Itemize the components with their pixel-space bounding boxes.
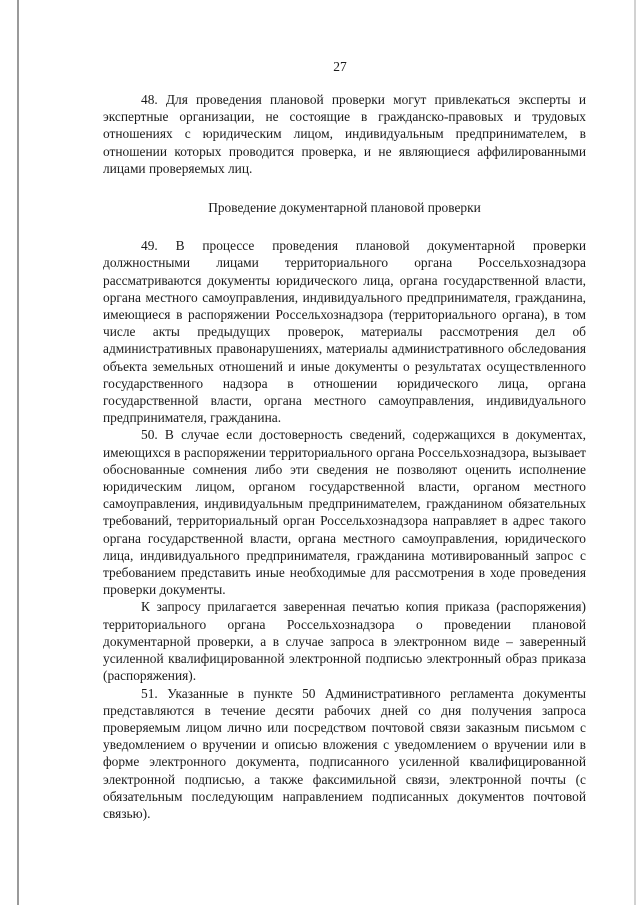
- paragraph-48: 48. Для проведения плановой проверки могут привлекаться эксперты и экспертные организации, не состоящие в гражданско-правовых и трудовых отношениях с юридическим лицом, индивидуальным предпринимателем, в отношении которых проводится проверка, и не являющиеся аффилированными лицами проверяемых лиц.: [103, 92, 586, 176]
- document-body: [103, 91, 586, 822]
- paragraph-51: 51. Указанные в пункте 50 Административного регламента документы представляются в течение десяти рабочих дней со дня получения запроса проверяемым лицом лично или посредством почтовой связи заказным письмом с уведомлением о вручении и описью вложения с уведомлением о вручении или в форме электронного документа, подписанного усиленной квалифицированной электронной подписью, а также факсимильной связи, электронной почты (с обязательным последующим направлением подписанных документов почтовой связью).: [103, 685, 586, 821]
- scan-edge-right: [634, 0, 636, 905]
- paragraph-50-request-attachment: К запросу прилагается заверенная печатью копия приказа (распоряжения) территориального органа Россельхознадзора о проведении плановой документарной проверки, а в случае запроса в электронном виде – заверенный усиленной квалифицированной электронной подписью электронный образ приказа (распоряжения).: [103, 599, 586, 684]
- scan-edge-left: [17, 0, 19, 905]
- paragraph-49: 49. В процессе проведения плановой документарной проверки должностными лицами территориального органа Россельхознадзора рассматриваются документы юридического лица, органа государственной власти, органа местного самоуправления, индивидуального предпринимателя, гражданина, имеющиеся в распоряжении Россельхознадзора (территориального органа), в том числе акты предыдущих проверок, материалы рассмотрения дел об административных правонарушениях, материалы административного обследования объекта земельных отношений и иные документы о результатах осуществленного государственного надзора в отношении юридического лица, органа государственной власти, органа местного самоуправления, индивидуального предпринимателя, гражданина.: [103, 238, 586, 426]
- page-number: 27: [333, 59, 347, 74]
- paragraph-50: 50. В случае если достоверность сведений, содержащихся в документах, имеющихся в распоряжении территориального органа Россельхознадзора, вызывает обоснованные сомнения либо эти сведения не позволяют оценить исполнение юридическим лицом, органом государственной власти, органом местного самоуправления, индивидуальным предпринимателем, гражданином обязательных требований, территориальный орган Россельхознадзора направляет в адрес такого органа государственной власти, органа местного самоуправления, юридического лица, индивидуального предпринимателя, гражданина мотивированный запрос с требованием представить иные необходимые для рассмотрения в ходе проведения проверки документы.: [103, 427, 586, 598]
- section-heading: Проведение документарной плановой проверки: [208, 200, 481, 216]
